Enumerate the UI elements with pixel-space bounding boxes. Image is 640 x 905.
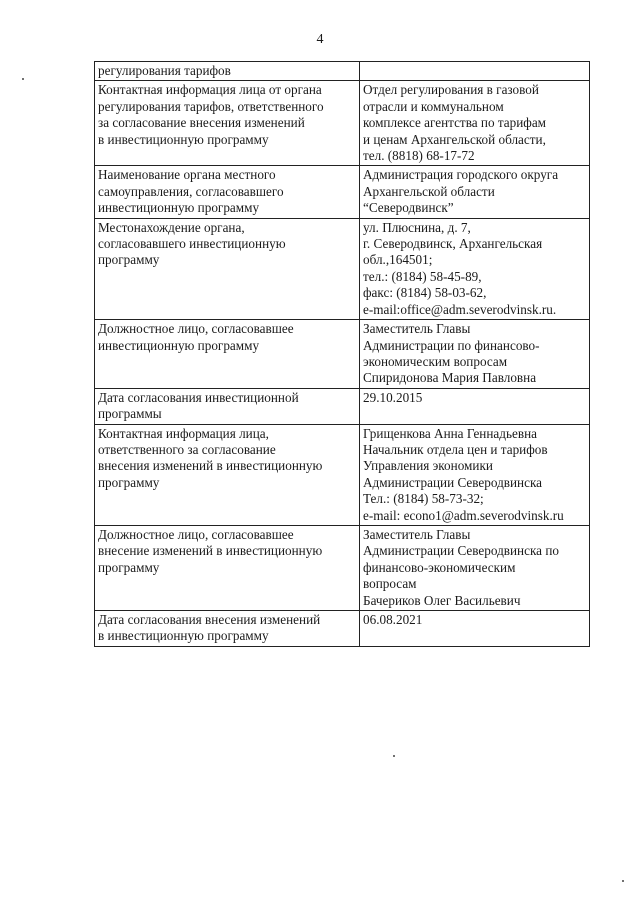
row-label: Контактная информация лица, ответственного за согласование внесения изменений в инвестиционную программу (95, 424, 360, 525)
row-label: Дата согласования внесения изменений в инвестиционную программу (95, 611, 360, 647)
investment-program-table (94, 61, 590, 647)
table-row (95, 320, 590, 389)
row-label: Местонахождение органа, согласовавшего инвестиционную программу (95, 218, 360, 319)
scan-speck (22, 78, 24, 80)
table-row (95, 81, 590, 166)
page-number: 4 (316, 32, 324, 47)
row-label: регулирования тарифов (95, 62, 360, 81)
row-label: Наименование органа местного самоуправления, согласовавшего инвестиционную программу (95, 166, 360, 218)
row-value: 29.10.2015 (360, 388, 590, 424)
table-row (95, 424, 590, 525)
row-value (360, 62, 590, 81)
row-value: Отдел регулирования в газовой отрасли и коммунальном комплексе агентства по тарифам и ценам Архангельской области, тел. (8818) 68-17-72 (360, 81, 590, 166)
table-row (95, 166, 590, 218)
row-value: Заместитель Главы Администрации по финансово- экономическим вопросам Спиридонова Мария Павловна (360, 320, 590, 389)
table-row (95, 611, 590, 647)
scan-speck (393, 755, 395, 757)
table-row (95, 62, 590, 81)
row-label: Контактная информация лица от органа регулирования тарифов, ответственного за согласование внесения изменений в инвестиционную программу (95, 81, 360, 166)
table-row (95, 218, 590, 319)
row-label: Должностное лицо, согласовавшее инвестиционную программу (95, 320, 360, 389)
row-value: ул. Плюснина, д. 7, г. Северодвинск, Архангельская обл.,164501; тел.: (8184) 58-45-89, факс: (8184) 58-03-62, e-mail:office@adm.severodvinsk.ru. (360, 218, 590, 319)
table-row (95, 525, 590, 610)
row-value: 06.08.2021 (360, 611, 590, 647)
row-value: Заместитель Главы Администрации Северодвинска по финансово-экономическим вопросам Бачериков Олег Васильевич (360, 525, 590, 610)
row-label: Дата согласования инвестиционной программы (95, 388, 360, 424)
row-label: Должностное лицо, согласовавшее внесение изменений в инвестиционную программу (95, 525, 360, 610)
row-value: Администрация городского округа Архангельской области “Северодвинск” (360, 166, 590, 218)
row-value: Грищенкова Анна Геннадьевна Начальник отдела цен и тарифов Управления экономики Администрации Северодвинска Тел.: (8184) 58-73-32; e-mail: econo1@adm.severodvinsk.ru (360, 424, 590, 525)
table-row (95, 388, 590, 424)
scan-speck (622, 880, 624, 882)
